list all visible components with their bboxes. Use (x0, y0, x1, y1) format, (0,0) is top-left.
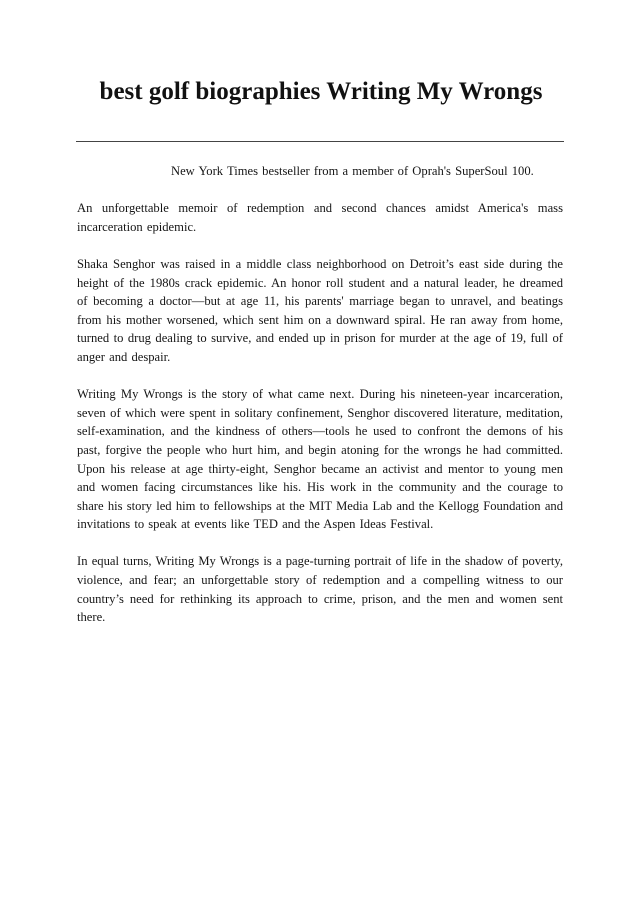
paragraph-background: Shaka Senghor was raised in a middle class neighborhood on Detroit’s east side during the height of the 1980s crack epidemic. An honor roll student and a natural leader, he dreamed of becoming a doctor—but at age 11, his parents' marriage began to unravel, and beatings from his mother worsened, which sent him on a downward spiral. He ran away from home, turned to drug dealing to survive, and ended up in prison for murder at the age of 19, full of anger and despair. (77, 256, 563, 364)
paragraph-summary: In equal turns, Writing My Wrongs is a page-turning portrait of life in the shadow of poverty, violence, and fear; an unforgettable story of redemption and a compelling witness to our country’s need for rethinking its approach to crime, prison, and the men and women sent there. (77, 554, 563, 625)
document-title: best golf biographies Writing My Wrongs (99, 78, 543, 105)
document-body (77, 162, 563, 645)
title-divider (76, 141, 564, 142)
paragraph-story: Writing My Wrongs is the story of what came next. During his nineteen-year incarceration, seven of which were spent in solitary confinement, Senghor discovered literature, meditation, self-examination, and the kindness of others—tools he used to confront the demons of his past, forgive the people who hurt him, and begin atoning for the wrongs he had committed. Upon his release at age thirty-eight, Senghor became an activist and mentor to young men and women facing circumstances like his. His work in the community and the courage to share his story led him to fellowships at the MIT Media Lab and the Kellogg Foundation and invitations to speak at events like TED and the Aspen Ideas Festival. (77, 387, 563, 532)
paragraph-bestseller: New York Times bestseller from a member of Oprah's SuperSoul 100. (171, 164, 534, 178)
paragraph-intro: An unforgettable memoir of redemption and second chances amidst America's mass incarceration epidemic. (77, 201, 563, 234)
